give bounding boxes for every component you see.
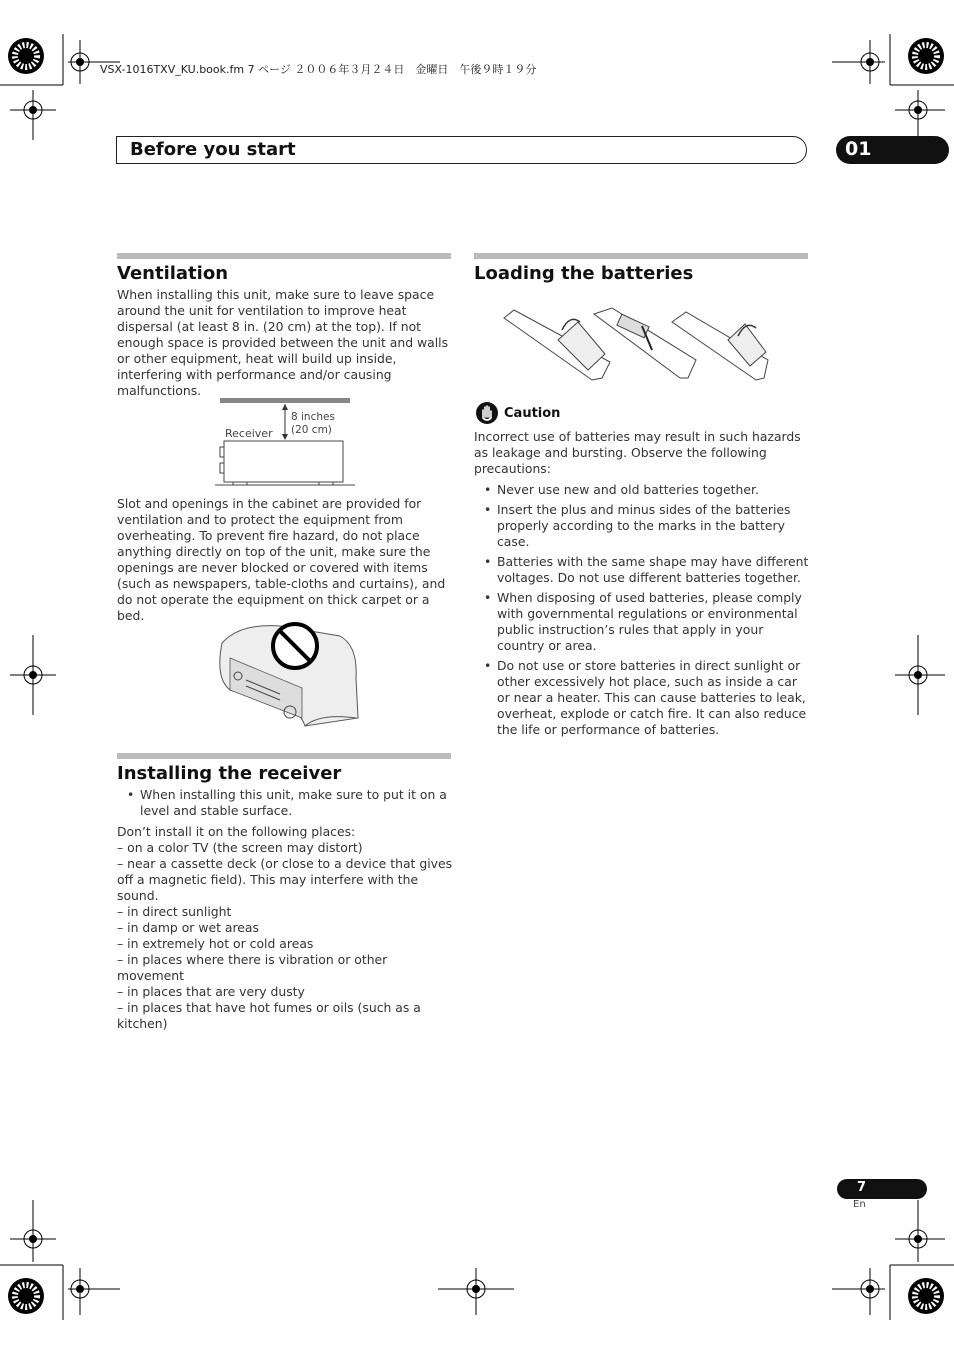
installing-line: – on a color TV (the screen may distort) bbox=[117, 840, 363, 855]
batteries-rule bbox=[474, 253, 808, 259]
remote-battery-icon bbox=[500, 300, 782, 388]
ventilation-intro bbox=[117, 287, 453, 399]
installing-bullet: • When installing this unit, make sure to put it on a level and stable surface. bbox=[117, 787, 453, 819]
caution-hand-icon bbox=[475, 401, 499, 425]
print-header: VSX-1016TXV_KU.book.fm 7 ページ ２００６年３月２４日 金曜日 午後９時１９分 bbox=[100, 63, 537, 76]
caution-label: Caution bbox=[504, 406, 561, 421]
chapter-number: 01 bbox=[845, 138, 872, 160]
page-number: 7 bbox=[857, 1180, 867, 1195]
installing-line: – in places where there is vibration or other movement bbox=[117, 952, 388, 983]
caution-intro: Incorrect use of batteries may result in such hazards as leakage and bursting. Observe the following precautions: bbox=[474, 429, 801, 476]
batteries-heading: Loading the batteries bbox=[474, 263, 694, 284]
caution-item: • Do not use or store batteries in direct sunlight or other excessively hot place, such as inside a car or near a heater. This can cause batteries to leak, overheat, explode or catch fire. It can also reduce the life or performance of batteries. bbox=[474, 658, 810, 738]
installing-line: – in places that are very dusty bbox=[117, 984, 305, 999]
covered-receiver-illustration bbox=[210, 618, 360, 728]
installing-line: – in direct sunlight bbox=[117, 904, 232, 919]
no-covering-icon bbox=[210, 618, 360, 728]
ventilation-intro-text: When installing this unit, make sure to leave space around the unit for ventilation to improve heat dispersal (at least 8 in. (20 cm) at the top). If not enough space is provided between the unit and walls or other equipment, heat will build up inside, interfering with performance and/or causing malfunctions. bbox=[117, 287, 449, 398]
caution-item: • When disposing of used batteries, please comply with governmental regulations or environmental public instruction’s rules that apply in your country or area. bbox=[474, 590, 810, 654]
ventilation-body-text: Slot and openings in the cabinet are provided for ventilation and to protect the equipment from overheating. To prevent fire hazard, do not place anything directly on top of the unit, make sure the openings are never blocked or covered with items (such as newspapers, table-cloths and curtains), and do not operate the equipment on thick carpet or a bed. bbox=[117, 496, 446, 623]
page-title-bar bbox=[116, 136, 807, 164]
installing-line: – in damp or wet areas bbox=[117, 920, 259, 935]
ventilation-diagram bbox=[215, 395, 355, 487]
receiver-label: Receiver bbox=[225, 427, 273, 440]
language-code: En bbox=[853, 1199, 866, 1210]
installing-places-list bbox=[117, 824, 457, 1032]
clearance-label-1: 8 inches bbox=[291, 411, 335, 423]
caution-item: • Batteries with the same shape may have different voltages. Do not use different batteries together. bbox=[474, 554, 810, 586]
caution-item: • Insert the plus and minus sides of the batteries properly according to the marks in the battery case. bbox=[474, 502, 810, 550]
battery-loading-illustration bbox=[500, 300, 782, 388]
page-title: Before you start bbox=[130, 139, 296, 160]
clearance-label-2: (20 cm) bbox=[291, 424, 332, 436]
ventilation-rule bbox=[117, 253, 451, 259]
installing-line: Don’t install it on the following places: bbox=[117, 824, 356, 839]
caution-item: • Never use new and old batteries together. bbox=[474, 482, 810, 498]
ventilation-heading: Ventilation bbox=[117, 263, 229, 284]
page-number-tab bbox=[837, 1179, 927, 1199]
caution-text bbox=[474, 429, 810, 742]
installing-line: – in places that have hot fumes or oils (such as a kitchen) bbox=[117, 1000, 421, 1031]
installing-bullet-list bbox=[117, 787, 453, 823]
ventilation-body bbox=[117, 496, 453, 624]
installing-heading: Installing the receiver bbox=[117, 763, 342, 784]
ventilation-diagram-drawing bbox=[215, 395, 355, 487]
installing-rule bbox=[117, 753, 451, 759]
chapter-tab bbox=[836, 136, 949, 164]
installing-line: – in extremely hot or cold areas bbox=[117, 936, 314, 951]
installing-line: – near a cassette deck (or close to a device that gives off a magnetic field). This may interfere with the sound. bbox=[117, 856, 453, 903]
